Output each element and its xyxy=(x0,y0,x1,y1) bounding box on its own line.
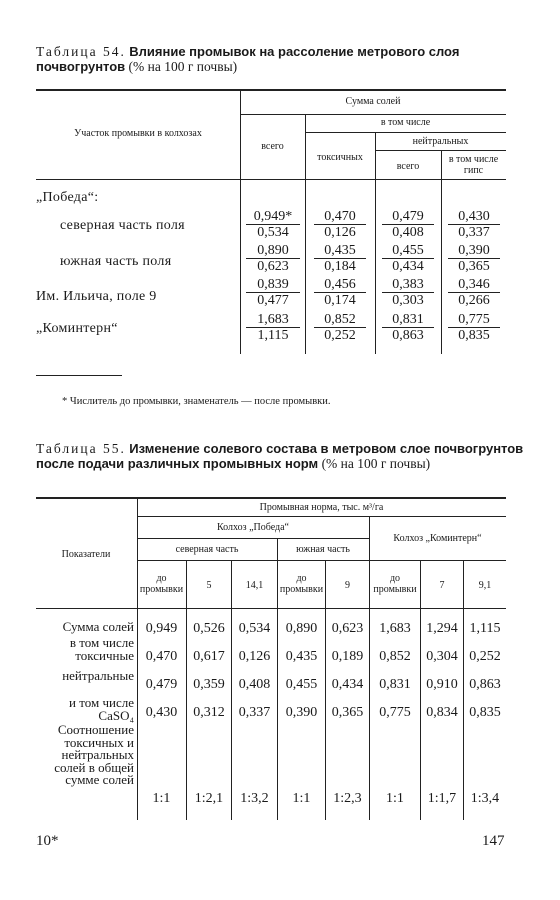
table54-header-neutral-total: всего xyxy=(396,161,420,172)
table54-header-gypsum-line2: гипс xyxy=(463,165,484,176)
table55-cell: 0,775 xyxy=(379,705,411,720)
table55-cell: 0,408 xyxy=(238,677,271,692)
table55-caption-lead: Таблица 55. xyxy=(36,441,126,456)
table54-header-including: в том числе xyxy=(380,117,431,128)
table55-rule xyxy=(137,538,369,539)
table54-header-site: Участок промывки в колхозах xyxy=(74,128,202,139)
table55-col-header: 9,1 xyxy=(478,580,492,591)
table55-rule xyxy=(137,516,506,517)
table55-cell: 0,390 xyxy=(285,705,318,720)
table55-row-label: Соотношение токсичных и нейтральных солей в общей сумме солей xyxy=(54,722,134,787)
table55-cell: 0,617 xyxy=(193,649,225,664)
table54-header-total: всего xyxy=(261,141,284,152)
table54-cell-gypsum: $\frac{0,775}{0,835}$ xyxy=(448,312,500,343)
table55-col-header: до промывки xyxy=(373,573,417,595)
table55-cell: 0,252 xyxy=(469,649,501,664)
table55-cell: 0,304 xyxy=(426,649,458,664)
table55-header-norm: Промывная норма, тыс. м³/га xyxy=(259,502,384,513)
table54-group-label: „Победа“: xyxy=(36,190,99,205)
table54-cell-total: $\frac{0,949*}{0,534}$ xyxy=(246,209,300,240)
table54-cell-gypsum: $\frac{0,390}{0,365}$ xyxy=(448,243,500,274)
table54-cell-total: $\frac{0,890}{0,623}$ xyxy=(246,243,300,274)
table54-caption-unit: (% на 100 г почвы) xyxy=(128,59,238,74)
table54-cell-toxic: $\frac{0,435}{0,184}$ xyxy=(314,243,366,274)
table54-cell-gypsum: $\frac{0,430}{0,337}$ xyxy=(448,209,500,240)
table55-cell: 0,834 xyxy=(426,705,458,720)
table54-row-label: Им. Ильича, поле 9 xyxy=(36,289,157,304)
table54-caption-lead: Таблица 54. xyxy=(36,44,126,59)
table55-col-header: 7 xyxy=(439,580,445,591)
table55-cell: 1:2,3 xyxy=(333,791,362,806)
table54-cell-total: $\frac{1,683}{1,115}$ xyxy=(246,312,300,343)
table55-cell: 0,835 xyxy=(469,705,501,720)
table54-header-toxic: токсичных xyxy=(317,152,363,163)
table55-caption-title: Изменение солевого состава в метровом слое почвогрунтов после подачи различных промывных норм xyxy=(36,441,524,471)
table55-row-label: нейтральные xyxy=(62,668,134,683)
table55-cell: 1:3,4 xyxy=(470,791,500,806)
table55-row-label: и том числе CaSO₄ xyxy=(69,695,134,723)
table55-header-komintern: Колхоз „Коминтерн“ xyxy=(393,533,482,544)
table54-header-neutral: нейтральных xyxy=(412,136,469,147)
table55-cell: 1:1 xyxy=(292,791,311,806)
table55-cell: 0,949 xyxy=(145,621,178,636)
table55-cell: 1,683 xyxy=(379,621,411,636)
table55-cell: 0,852 xyxy=(379,649,411,664)
table55-cell: 0,831 xyxy=(379,677,411,692)
table55-col-divider xyxy=(369,516,370,820)
table55-col-header: 9 xyxy=(345,580,350,591)
table54-cell-gypsum: $\frac{0,346}{0,266}$ xyxy=(448,277,500,308)
table55-cell: 0,863 xyxy=(469,677,501,692)
table54-cell-toxic: $\frac{0,456}{0,174}$ xyxy=(314,277,366,308)
table55-cell: 1:2,1 xyxy=(194,791,224,806)
table55-cell: 0,470 xyxy=(145,649,178,664)
table55-row-label: Сумма солей xyxy=(62,619,134,634)
table55-cell: 0,189 xyxy=(331,649,364,664)
table55-cell: 0,312 xyxy=(193,705,225,720)
table54-row-label: „Коминтерн“ xyxy=(36,321,118,336)
table55-header-indicators: Показатели xyxy=(61,549,111,560)
signature-mark: 10* xyxy=(36,833,59,849)
table55-cell: 1,294 xyxy=(426,621,458,636)
table55-col-header: до промывки xyxy=(139,573,184,595)
table54-cell-neutral: $\frac{0,455}{0,434}$ xyxy=(382,243,434,274)
table54-cell-neutral: $\frac{0,479}{0,408}$ xyxy=(382,209,434,240)
table55-header-pobeda: Колхоз „Победа“ xyxy=(217,522,289,533)
table55-top-rule xyxy=(36,497,506,499)
table55-cell: 1:1 xyxy=(152,791,171,806)
table55-cell: 0,526 xyxy=(193,621,225,636)
table54-footnote: * Числитель до промывки, знаменатель — после промывки. xyxy=(62,396,331,407)
table55-cell: 1:1,7 xyxy=(427,791,457,806)
table55-cell: 0,479 xyxy=(145,677,178,692)
table55-cell: 0,365 xyxy=(331,705,364,720)
table55-cell: 0,434 xyxy=(331,677,364,692)
table55-cell: 1:3,2 xyxy=(240,791,269,806)
table54-cell-neutral: $\frac{0,831}{0,863}$ xyxy=(382,312,434,343)
table55-cell: 0,623 xyxy=(331,621,364,636)
table55-col-header: 14,1 xyxy=(245,580,264,591)
table54-header-gypsum-line1: в том числе xyxy=(448,154,499,165)
table54-row-label: северная часть поля xyxy=(60,218,185,233)
table55-cell: 1,115 xyxy=(469,621,501,636)
table55-col-header: до промывки xyxy=(279,573,324,595)
table54-cell-total: $\frac{0,839}{0,477}$ xyxy=(246,277,300,308)
table54-cell-toxic: $\frac{0,470}{0,126}$ xyxy=(314,209,366,240)
table55-cell: 0,126 xyxy=(238,649,271,664)
table55-cell: 1:1 xyxy=(386,791,404,806)
table54-cell-toxic: $\frac{0,852}{0,252}$ xyxy=(314,312,366,343)
table55-cell: 0,910 xyxy=(426,677,458,692)
table55-cell: 0,359 xyxy=(193,677,225,692)
table54-cell-neutral: $\frac{0,383}{0,303}$ xyxy=(382,277,434,308)
table55-cell: 0,534 xyxy=(238,621,271,636)
table54-caption-title: Влияние промывок на рассоление метрового слоя почвогрунтов xyxy=(36,44,460,74)
table55-header-south: южная часть xyxy=(296,544,350,555)
table55-cell: 0,455 xyxy=(285,677,318,692)
table55-rule xyxy=(137,560,506,561)
table55-cell: 0,337 xyxy=(238,705,271,720)
table55-cell: 0,430 xyxy=(145,705,178,720)
table54-row-label: южная часть поля xyxy=(60,254,172,269)
table55-caption-unit: (% на 100 г почвы) xyxy=(321,456,431,471)
table54-header-sum-salts: Сумма солей xyxy=(345,96,401,107)
page-number: 147 xyxy=(482,833,505,849)
table55-cell: 0,890 xyxy=(285,621,318,636)
table55-cell: 0,435 xyxy=(285,649,318,664)
table55-header-north: северная часть xyxy=(175,544,239,555)
table55-row-label: в том числе токсичные xyxy=(69,635,134,663)
table55-header-rule xyxy=(36,608,506,609)
table55-col-header: 5 xyxy=(206,580,212,591)
